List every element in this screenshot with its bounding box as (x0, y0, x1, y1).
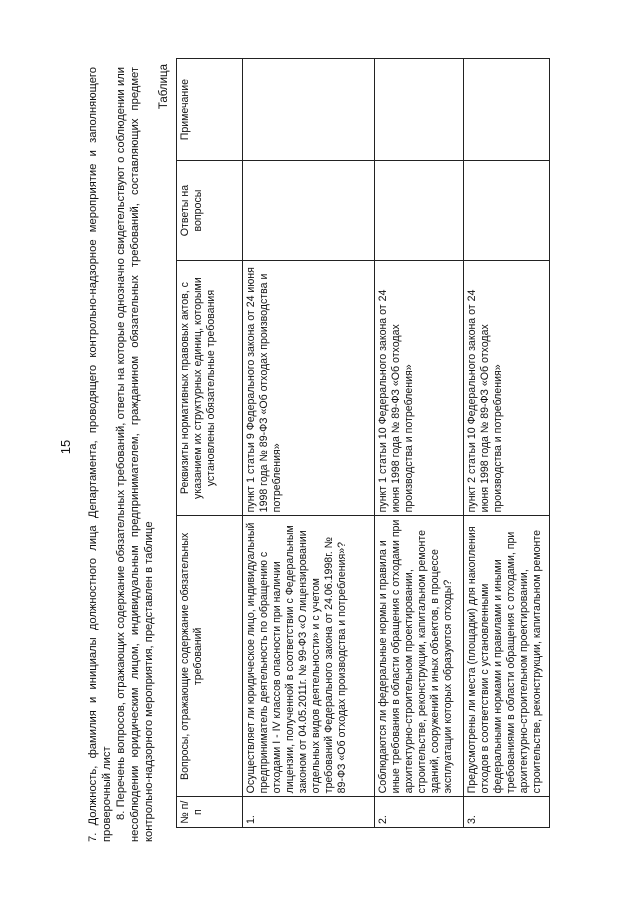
paragraph-7: 7. Должность, фамилия и инициалы должностного лица Департамента, проводящего контрольно-надзорное мероприятие и заполняющего проверочный лист (87, 67, 113, 842)
row-number: 1. (243, 797, 375, 828)
page-number: 15 (58, 439, 73, 455)
row-question: Соблюдаются ли федеральные нормы и правила и иные требования в области обращения с отходами при архитектурно-строительном проектировании, строительстве, реконструкции, капитальном ремонте зданий, сооружений и иных объектов, в процессе эксплуатации которых образуются отходы? (375, 516, 464, 797)
row-question: Предусмотрены ли места (площадки) для накопления отходов в соответствии с установленными федеральными нормами и правилами и иными требованиями в области обращения с отходами, при архитектурно-строительном проектировании, строительстве, реконструкции, капитальном ремонте (464, 516, 550, 797)
row-requisites: пункт 1 статьи 9 Федерального закона от 24 июня 1998 года № 89-ФЗ «Об отходах производства и потребления» (243, 260, 375, 515)
row-number: 2. (375, 797, 464, 828)
header-questions: Вопросы, отражающие содержание обязательных требований (177, 516, 243, 797)
table-row (243, 59, 375, 828)
row-answer[interactable] (243, 161, 375, 261)
header-note: Примечание (177, 59, 243, 161)
table-row (375, 59, 464, 828)
requirements-table (176, 58, 550, 828)
rotated-page (58, 52, 618, 842)
row-note[interactable] (375, 59, 464, 161)
paragraph-8: 8. Перечень вопросов, отражающих содержание обязательных требований, ответы на которые однозначно свидетельствуют о соблюдении или несоблюдении юридическим лицом, индивидуальным предпринимателем, гражданином обязательных требований, составляющих предмет контрольно-надзорного мероприятия, представлен в таблице (115, 67, 155, 842)
header-number: № п/п (177, 797, 243, 828)
row-requisites: пункт 2 статьи 10 Федерального закона от 24 июня 1998 года № 89-ФЗ «Об отходах производства и потребления» (464, 260, 550, 515)
table-header-row (177, 59, 243, 828)
row-note[interactable] (464, 59, 550, 161)
row-answer[interactable] (464, 161, 550, 261)
row-answer[interactable] (375, 161, 464, 261)
row-note[interactable] (243, 59, 375, 161)
row-requisites: пункт 1 статьи 10 Федерального закона от 24 июня 1998 года № 89-ФЗ «Об отходах производства и потребления» (375, 260, 464, 515)
header-answers: Ответы на вопросы (177, 161, 243, 261)
table-label: Таблица (158, 64, 170, 110)
header-requisites: Реквизиты нормативных правовых актов, с указанием их структурных единиц, которыми установлены обязательные требования (177, 260, 243, 515)
table-row (464, 59, 550, 828)
row-question: Осуществляет ли юридическое лицо, индивидуальный предприниматель деятельность по обращению с отходами I - IV классов опасности при наличии лицензии, полученной в соответствии с Федеральным законом от 04.05.2011г. № 99-ФЗ «О лицензировании отдельных видов деятельности» и с учетом требований Федерального закона от 24.06.1998г. № 89-ФЗ «Об отходах производства и потребления»? (243, 516, 375, 797)
row-number: 3. (464, 797, 550, 828)
